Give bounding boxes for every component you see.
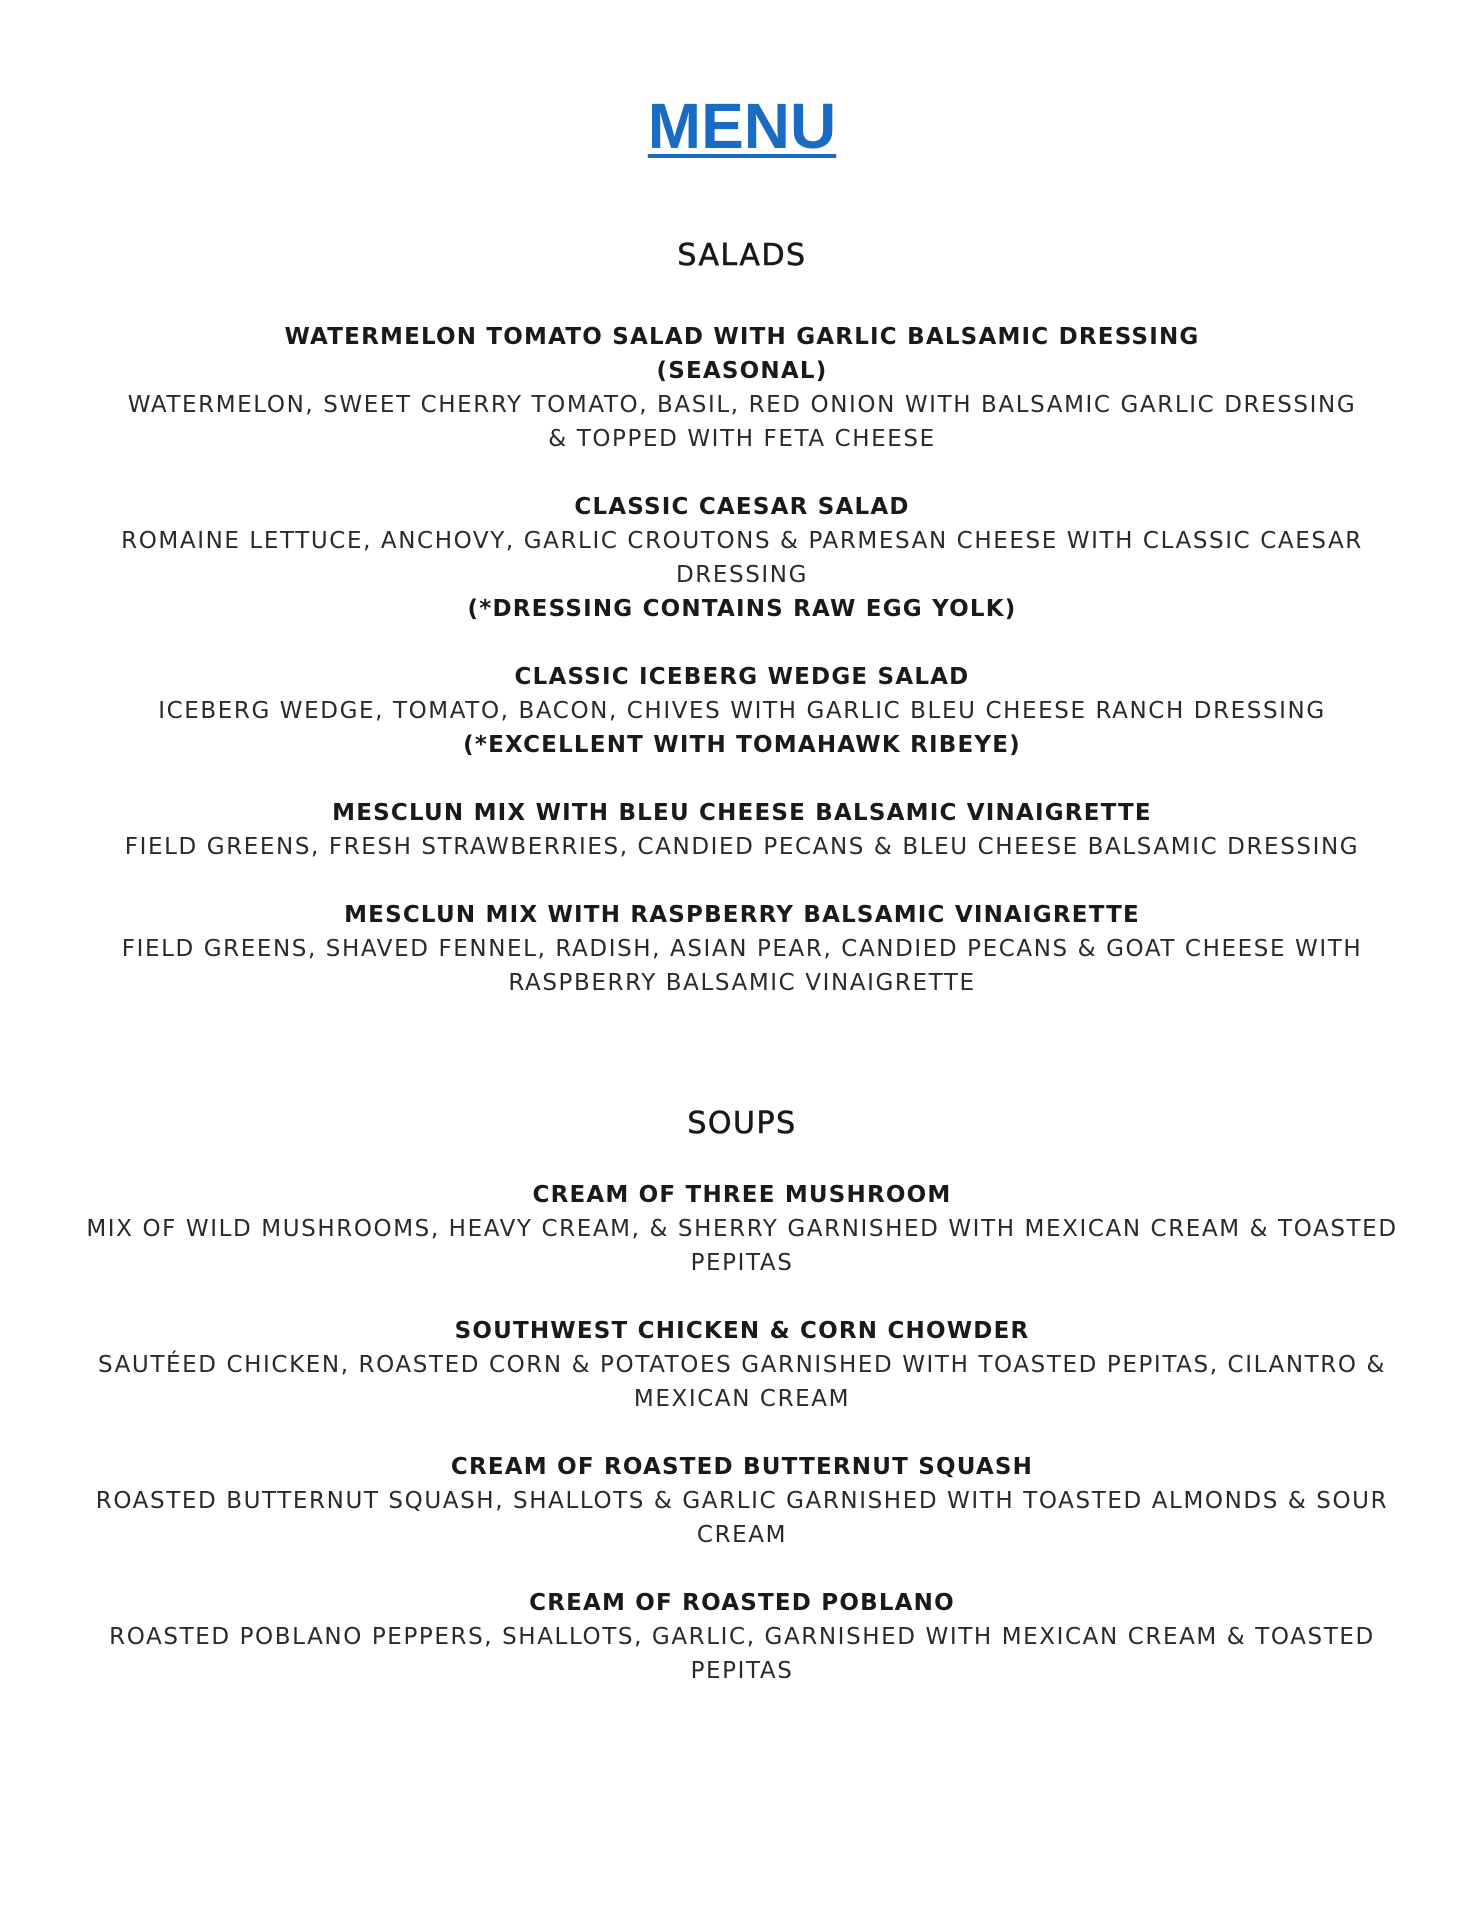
soups-heading: SOUPS <box>687 1106 797 1141</box>
salads-heading: SALADS <box>677 238 807 273</box>
item-note: (*DRESSING CONTAINS RAW EGG YOLK) <box>467 596 1017 622</box>
item-name: MESCLUN MIX WITH RASPBERRY BALSAMIC VINAIGRETTE <box>344 902 1140 928</box>
item-name: MESCLUN MIX WITH BLEU CHEESE BALSAMIC VINAIGRETTE <box>332 800 1152 826</box>
page-title: MENU <box>647 90 837 162</box>
item-description: FIELD GREENS, FRESH STRAWBERRIES, CANDIED PECANS & BLEU CHEESE BALSAMIC DRESSING <box>124 834 1360 860</box>
item-name: CLASSIC CAESAR SALAD <box>574 494 910 520</box>
item-name: CLASSIC ICEBERG WEDGE SALAD <box>514 664 970 690</box>
item-description: FIELD GREENS, SHAVED FENNEL, RADISH, ASIAN PEAR, CANDIED PECANS & GOAT CHEESE WITH RASPBERRY BALSAMIC VINAIGRETTE <box>121 936 1363 996</box>
menu-item <box>80 898 1404 1000</box>
item-name: WATERMELON TOMATO SALAD WITH GARLIC BALSAMIC DRESSING <box>284 324 1200 350</box>
salads-list <box>80 320 1404 1034</box>
menu-item <box>80 1586 1404 1688</box>
item-description: WATERMELON, SWEET CHERRY TOMATO, BASIL, RED ONION WITH BALSAMIC GARLIC DRESSING & TOPPED WITH FETA CHEESE <box>127 392 1357 452</box>
menu-item <box>80 490 1404 626</box>
item-description: ROASTED BUTTERNUT SQUASH, SHALLOTS & GARLIC GARNISHED WITH TOASTED ALMONDS & SOUR CREAM <box>95 1488 1389 1548</box>
menu-item <box>80 796 1404 864</box>
item-name: CREAM OF ROASTED POBLANO <box>529 1590 955 1616</box>
menu-item <box>80 1450 1404 1552</box>
item-description: ROASTED POBLANO PEPPERS, SHALLOTS, GARLIC, GARNISHED WITH MEXICAN CREAM & TOASTED PEPITAS <box>109 1624 1375 1684</box>
item-description: ROMAINE LETTUCE, ANCHOVY, GARLIC CROUTONS & PARMESAN CHEESE WITH CLASSIC CAESAR DRESSING <box>121 528 1363 588</box>
soups-list <box>80 1178 1404 1722</box>
menu-item <box>80 1314 1404 1416</box>
item-note: (*EXCELLENT WITH TOMAHAWK RIBEYE) <box>463 732 1021 758</box>
item-name: CREAM OF THREE MUSHROOM <box>532 1182 952 1208</box>
item-description: SAUTÉED CHICKEN, ROASTED CORN & POTATOES GARNISHED WITH TOASTED PEPITAS, CILANTRO & MEXICAN CREAM <box>97 1352 1387 1412</box>
item-note: (SEASONAL) <box>656 358 828 384</box>
menu-item <box>80 1178 1404 1280</box>
item-description: MIX OF WILD MUSHROOMS, HEAVY CREAM, & SHERRY GARNISHED WITH MEXICAN CREAM & TOASTED PEPITAS <box>86 1216 1398 1276</box>
item-description: ICEBERG WEDGE, TOMATO, BACON, CHIVES WITH GARLIC BLEU CHEESE RANCH DRESSING <box>158 698 1326 724</box>
menu-item <box>80 320 1404 456</box>
menu-item <box>80 660 1404 762</box>
item-name: CREAM OF ROASTED BUTTERNUT SQUASH <box>450 1454 1034 1480</box>
item-name: SOUTHWEST CHICKEN & CORN CHOWDER <box>454 1318 1030 1344</box>
